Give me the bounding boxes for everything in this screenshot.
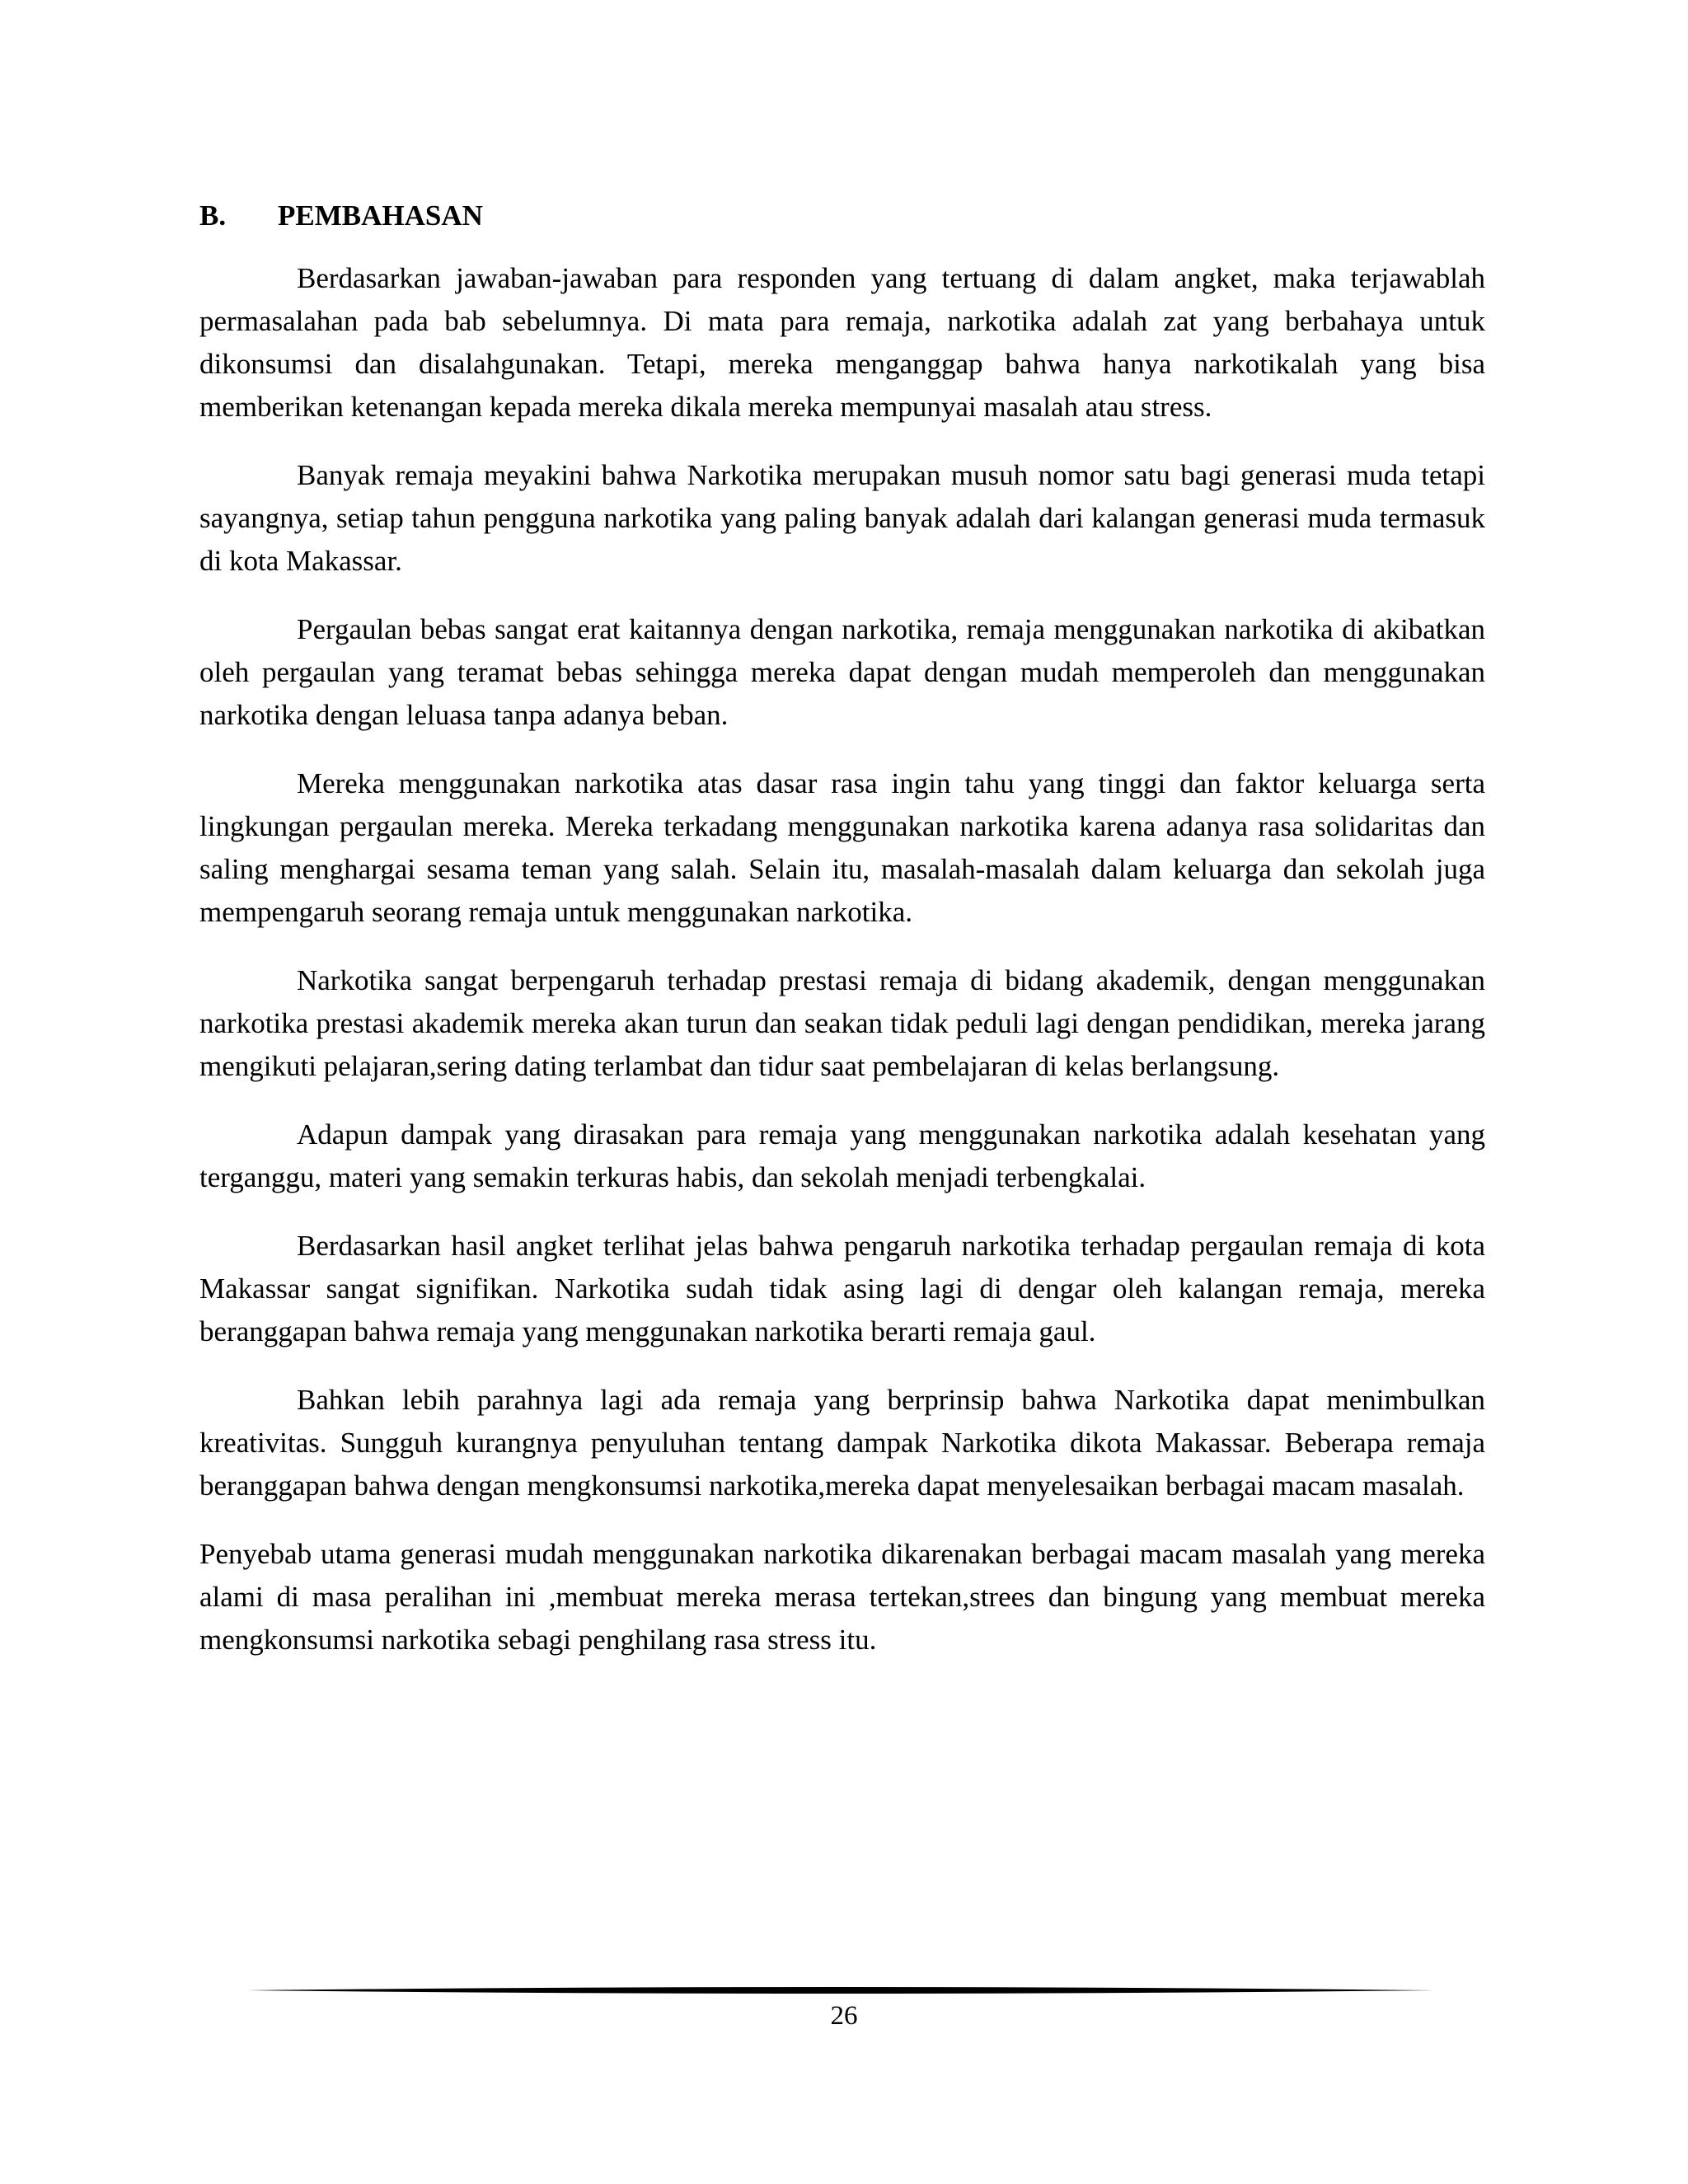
section-title: PEMBAHASAN bbox=[278, 199, 483, 232]
page-content bbox=[199, 194, 1485, 1687]
paragraph-9: Penyebab utama generasi mudah menggunakan narkotika dikarenakan berbagai macam masalah yang mereka alami di masa peralihan ini ,membuat mereka merasa tertekan,strees dan bingung yang membuat mereka mengkonsumsi narkotika sebagi penghilang rasa stress itu. bbox=[199, 1538, 1485, 1656]
footer-divider bbox=[247, 1985, 1434, 1996]
paragraph-2: Banyak remaja meyakini bahwa Narkotika merupakan musuh nomor satu bagi generasi muda tetapi sayangnya, setiap tahun pengguna narkotika yang paling banyak adalah dari kalangan generasi muda termasuk di kota Makassar. bbox=[199, 459, 1485, 577]
section-heading bbox=[199, 194, 1485, 237]
section-number: B. bbox=[199, 199, 227, 232]
paragraph-6: Adapun dampak yang dirasakan para remaja yang menggunakan narkotika adalah kesehatan yang terganggu, materi yang semakin terkuras habis, dan sekolah menjadi terbengkalai. bbox=[199, 1118, 1485, 1193]
paragraph-7: Berdasarkan hasil angket terlihat jelas bahwa pengaruh narkotika terhadap pergaulan remaja di kota Makassar sangat signifikan. Narkotika sudah tidak asing lagi di dengar oleh kalangan remaja, mereka beranggapan bahwa remaja yang menggunakan narkotika berarti remaja gaul. bbox=[199, 1230, 1485, 1347]
paragraph-8: Bahkan lebih parahnya lagi ada remaja yang berprinsip bahwa Narkotika dapat menimbulkan kreativitas. Sungguh kurangnya penyuluhan tentang dampak Narkotika dikota Makassar. Beberapa remaja beranggapan bahwa dengan mengkonsumsi narkotika,mereka dapat menyelesaikan berbagai macam masalah. bbox=[199, 1384, 1485, 1502]
page-number: 26 bbox=[830, 2001, 858, 2031]
paragraph-5: Narkotika sangat berpengaruh terhadap prestasi remaja di bidang akademik, dengan menggunakan narkotika prestasi akademik mereka akan turun dan seakan tidak peduli lagi dengan pendidikan, mereka jarang mengikuti pelajaran,sering dating terlambat dan tidur saat pembelajaran di kelas berlangsung. bbox=[199, 964, 1485, 1082]
paragraph-4: Mereka menggunakan narkotika atas dasar rasa ingin tahu yang tinggi dan faktor keluarga serta lingkungan pergaulan mereka. Mereka terkadang menggunakan narkotika karena adanya rasa solidaritas dan saling menghargai sesama teman yang salah. Selain itu, masalah-masalah dalam keluarga dan sekolah juga mempengaruh seorang remaja untuk menggunakan narkotika. bbox=[199, 767, 1485, 928]
paragraph-3: Pergaulan bebas sangat erat kaitannya dengan narkotika, remaja menggunakan narkotika di akibatkan oleh pergaulan yang teramat bebas sehingga mereka dapat dengan mudah memperoleh dan menggunakan narkotika dengan leluasa tanpa adanya beban. bbox=[199, 613, 1485, 731]
paragraph-1: Berdasarkan jawaban-jawaban para responden yang tertuang di dalam angket, maka terjawablah permasalahan pada bab sebelumnya. Di mata para remaja, narkotika adalah zat yang berbahaya untuk dikonsumsi dan disalahgunakan. Tetapi, mereka menganggap bahwa hanya narkotikalah yang bisa memberikan ketenangan kepada mereka dikala mereka mempunyai masalah atau stress. bbox=[199, 262, 1485, 423]
